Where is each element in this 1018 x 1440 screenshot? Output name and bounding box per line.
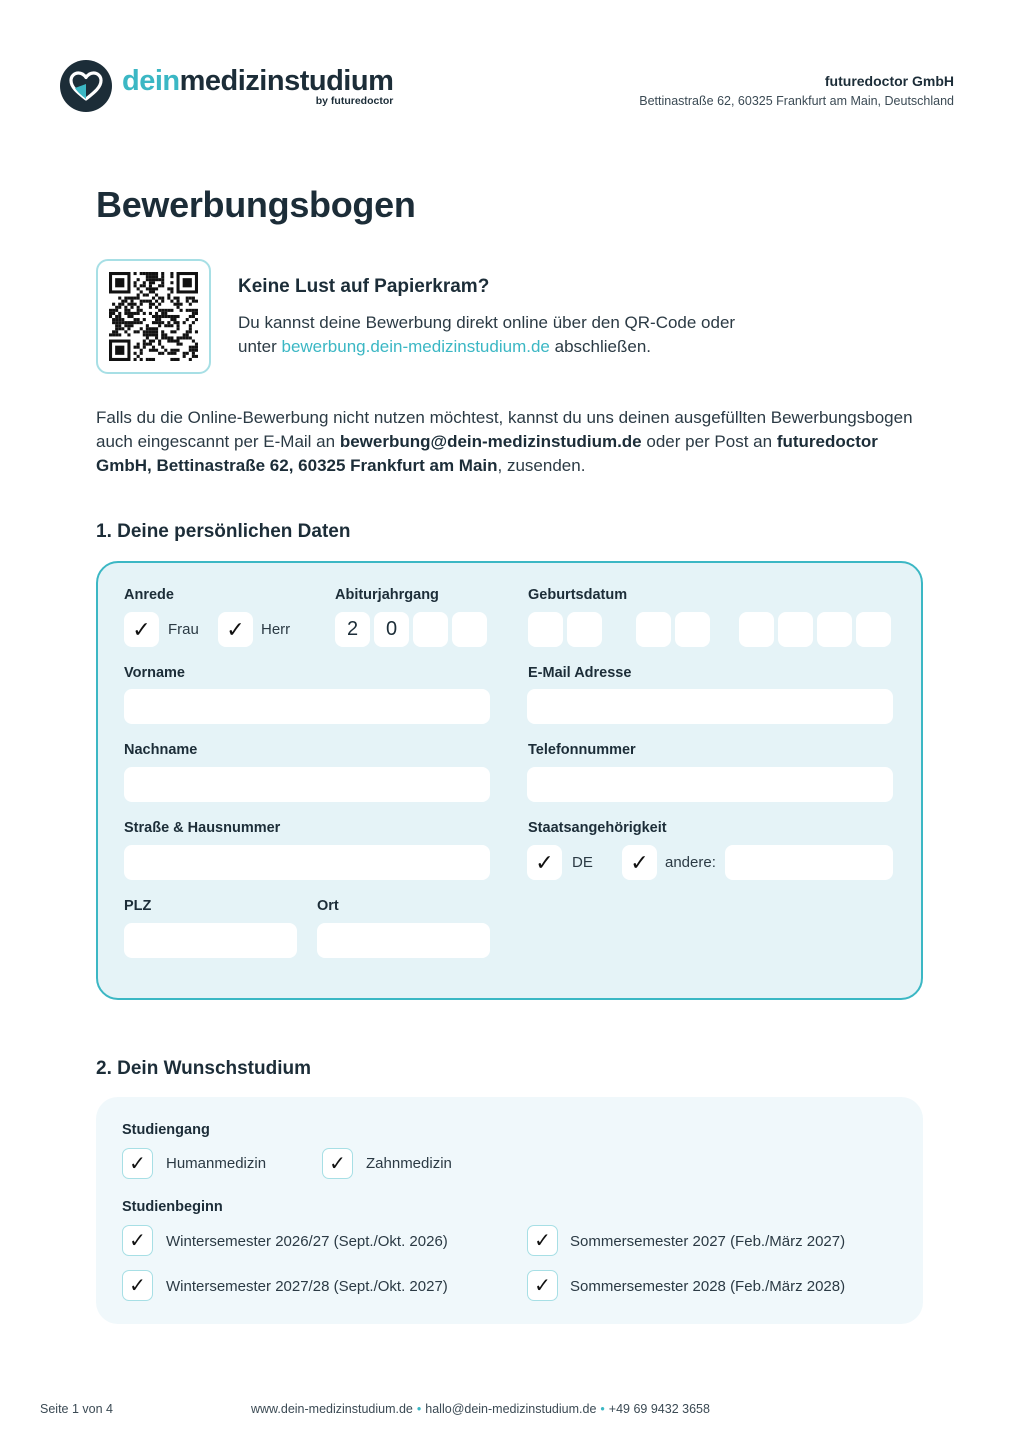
heart-logo-icon (60, 60, 112, 112)
promo-heading: Keine Lust auf Papierkram? (238, 276, 490, 297)
birth-day-1[interactable] (528, 612, 563, 647)
abitur-digit-4[interactable] (452, 612, 487, 647)
humanmedizin-label: Humanmedizin (166, 1155, 267, 1172)
checkbox-de[interactable]: ✓ (527, 845, 562, 880)
promo-text: Du kannst deine Bewerbung direkt online über den QR-Code oder unter bewerbung.dein-medizinstudium.de abschließen. (238, 313, 736, 356)
abitur-digit-2[interactable]: 0 (374, 612, 409, 647)
logo-wordmark: deinmedizinstudium (122, 64, 394, 97)
footer-phone: +49 69 9432 3658 (608, 1402, 710, 1416)
abitur-digit-1[interactable]: 2 (335, 612, 370, 647)
email-label: E-Mail Adresse (528, 665, 632, 681)
footer-contact: www.dein-medizinstudium.de • hallo@dein-medizinstudium.de • +49 69 9432 3658 (251, 1402, 710, 1416)
birth-month-1[interactable] (636, 612, 671, 647)
checkbox-herr[interactable]: ✓ (218, 612, 253, 647)
nachname-label: Nachname (124, 742, 198, 758)
birth-year-4[interactable] (856, 612, 891, 647)
checkbox-frau[interactable]: ✓ (124, 612, 159, 647)
ss-2027-label: Sommersemester 2027 (Feb./März 2027) (570, 1233, 846, 1250)
studiengang-label: Studiengang (122, 1122, 210, 1138)
brand-logo (60, 60, 393, 112)
ws-2026-label: Wintersemester 2026/27 (Sept./Okt. 2026) (166, 1233, 448, 1250)
birth-month-2[interactable] (675, 612, 710, 647)
frau-label: Frau (168, 621, 199, 638)
personal-data-panel (96, 561, 923, 1000)
checkbox-ws-2026[interactable]: ✓ (122, 1225, 153, 1256)
telefon-label: Telefonnummer (528, 742, 636, 758)
intro-paragraph: Falls du die Online-Bewerbung nicht nutzen möchtest, kannst du uns deinen ausgefüllten Bewerbungsbogen auch eingescannt per E-Mail an bewerbung@dein-medizinstudium.de oder per Post an futuredoctor GmbH, Bettinastraße 62, 60325 Frankfurt am Main, zusenden. (96, 408, 913, 475)
abitur-label: Abiturjahrgang (335, 587, 439, 603)
page-number: Seite 1 von 4 (40, 1402, 113, 1416)
footer-email[interactable]: hallo@dein-medizinstudium.de (425, 1402, 597, 1416)
geburtsdatum-label: Geburtsdatum (528, 587, 628, 603)
company-info (639, 72, 954, 110)
vorname-label: Vorname (124, 665, 185, 681)
birth-year-2[interactable] (778, 612, 813, 647)
staat-label: Staatsangehörigkeit (528, 820, 667, 836)
checkbox-zahnmedizin[interactable]: ✓ (322, 1148, 353, 1179)
company-address: Bettinastraße 62, 60325 Frankfurt am Main, Deutschland (639, 94, 954, 108)
study-wish-panel (96, 1097, 923, 1324)
checkbox-humanmedizin[interactable]: ✓ (122, 1148, 153, 1179)
postal-address: futuredoctor GmbH, Bettinastraße 62, 60325 Frankfurt am Main (96, 432, 878, 475)
email-input[interactable] (527, 689, 893, 724)
nachname-input[interactable] (124, 767, 490, 802)
telefon-input[interactable] (527, 767, 893, 802)
plz-input[interactable] (124, 923, 297, 958)
andere-label: andere: (665, 854, 716, 871)
online-application-link[interactable]: bewerbung.dein-medizinstudium.de (281, 337, 550, 356)
checkbox-ss-2028[interactable]: ✓ (527, 1270, 558, 1301)
de-label: DE (572, 854, 593, 871)
anrede-label: Anrede (124, 587, 174, 603)
zahnmedizin-label: Zahnmedizin (366, 1155, 452, 1172)
ss-2028-label: Sommersemester 2028 (Feb./März 2028) (570, 1278, 846, 1295)
herr-label: Herr (261, 621, 291, 638)
ort-input[interactable] (317, 923, 490, 958)
abitur-digit-3[interactable] (413, 612, 448, 647)
ws-2027-label: Wintersemester 2027/28 (Sept./Okt. 2027) (166, 1278, 448, 1295)
checkbox-ws-2027[interactable]: ✓ (122, 1270, 153, 1301)
birth-day-2[interactable] (567, 612, 602, 647)
vorname-input[interactable] (124, 689, 490, 724)
footer-website[interactable]: www.dein-medizinstudium.de (251, 1402, 413, 1416)
checkbox-andere[interactable]: ✓ (622, 845, 657, 880)
logo-subtitle: by futuredoctor (315, 94, 394, 107)
strasse-input[interactable] (124, 845, 490, 880)
company-name: futuredoctor GmbH (824, 73, 954, 89)
checkbox-ss-2027[interactable]: ✓ (527, 1225, 558, 1256)
qr-code[interactable] (96, 259, 211, 374)
andere-input[interactable] (725, 845, 893, 880)
section-personal-title: 1. Deine persönlichen Daten (96, 521, 351, 542)
plz-label: PLZ (124, 898, 152, 914)
ort-label: Ort (317, 898, 339, 914)
birth-year-1[interactable] (739, 612, 774, 647)
qr-code-icon (109, 272, 198, 361)
birth-year-3[interactable] (817, 612, 852, 647)
page-title: Bewerbungsbogen (96, 184, 416, 225)
section-study-title: 2. Dein Wunschstudium (96, 1058, 312, 1079)
strasse-label: Straße & Hausnummer (124, 820, 281, 836)
application-email[interactable]: bewerbung@dein-medizinstudium.de (339, 432, 642, 451)
studienbeginn-label: Studienbeginn (122, 1199, 223, 1215)
